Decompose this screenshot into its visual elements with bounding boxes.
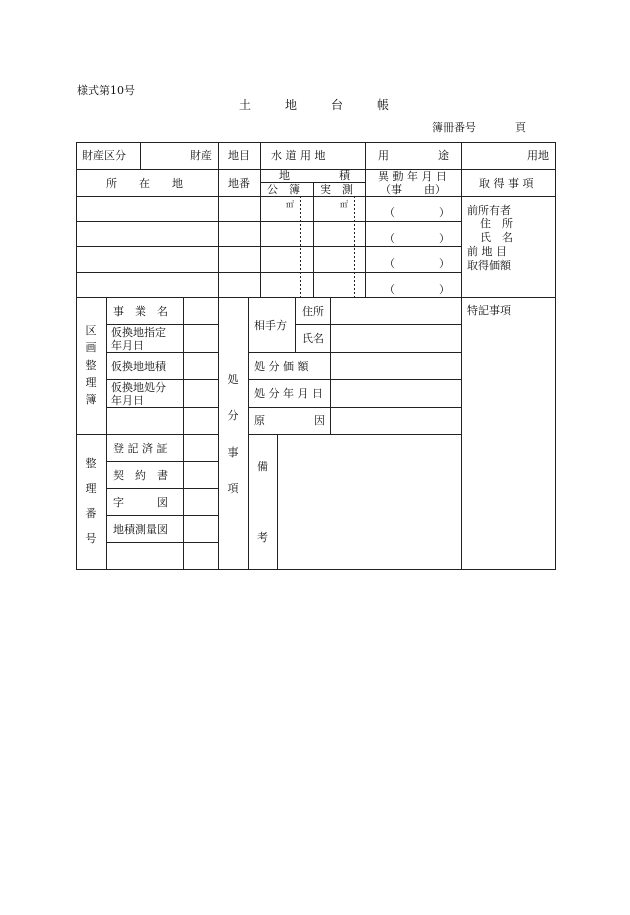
temp-disposal-date-label: 年月日	[111, 394, 144, 407]
title-char-1: 土	[239, 98, 252, 112]
disposal-price-label: 処 分 価 額	[254, 360, 309, 373]
disposal-date-label: 処 分 年 月 日	[254, 387, 323, 400]
form-number: 様式第10号	[77, 84, 135, 97]
disposal-vertical-label: 処 分 事 項	[227, 373, 239, 495]
paren-row-2: （ ）	[384, 232, 450, 245]
readjustment-vertical-label: 区 画 整 理 簿	[85, 324, 97, 406]
remarks-char-1: 備	[257, 460, 268, 473]
paren-row-3: （ ）	[384, 257, 450, 270]
counterparty-address-label: 住所	[302, 305, 324, 318]
use-label-2: 途	[438, 149, 449, 162]
title-char-3: 台	[331, 98, 344, 112]
title-char-2: 地	[285, 98, 298, 112]
area-label-2: 積	[339, 169, 350, 182]
remarks-char-2: 考	[257, 531, 268, 544]
registration-vertical-label: 整 理 番 号	[85, 457, 97, 545]
survey-label: 実 測	[320, 183, 353, 196]
temp-area-label: 仮換地地積	[111, 360, 166, 373]
unit-registry: ㎡	[286, 200, 294, 209]
change-reason-label: （事 由）	[380, 183, 446, 196]
temp-designation-label: 仮換地指定	[111, 326, 166, 339]
cause-label-1: 原	[254, 414, 265, 427]
acq-previous-category: 前 地 目	[467, 245, 507, 258]
counterparty-label: 相手方	[254, 319, 287, 332]
temp-designation-date-label: 年月日	[111, 339, 144, 352]
counterparty-name-label: 氏名	[302, 332, 324, 345]
registration-cert-label: 登 記 済 証	[113, 442, 168, 455]
location-label: 所 在 地	[106, 177, 183, 190]
cause-label-2: 因	[314, 414, 325, 427]
acq-address: 住 所	[480, 217, 513, 230]
acq-previous-owner: 前所有者	[467, 204, 511, 217]
unit-survey: ㎡	[340, 200, 348, 209]
project-name-label: 事 業 名	[113, 305, 168, 318]
property-class-label: 財産区分	[82, 149, 126, 162]
lot-number-label: 地番	[228, 177, 250, 190]
page-label: 頁	[515, 121, 526, 134]
title-char-4: 帳	[377, 98, 390, 112]
property-value: 財産	[190, 149, 212, 162]
use-label: 用	[378, 149, 389, 162]
cadastral-map-label: 字 図	[113, 496, 168, 509]
use-value: 用地	[527, 149, 549, 162]
registry-label: 公 簿	[267, 183, 300, 196]
special-notes-label: 特記事項	[467, 304, 511, 317]
land-category-value: 水 道 用 地	[271, 149, 326, 162]
survey-map-label: 地積測量図	[113, 523, 168, 536]
contract-label: 契 約 書	[113, 469, 168, 482]
temp-disposal-label: 仮換地処分	[111, 381, 166, 394]
acq-name: 氏 名	[480, 231, 513, 244]
area-label-1: 地	[279, 169, 290, 182]
paren-row-1: （ ）	[384, 206, 450, 219]
paren-row-4: （ ）	[384, 283, 450, 296]
ledger-number-label: 簿冊番号	[432, 121, 476, 134]
acquisition-label: 取 得 事 項	[479, 177, 534, 190]
acq-price: 取得価額	[467, 259, 511, 272]
change-date-label: 異 動 年 月 日	[378, 170, 447, 183]
land-category-label: 地目	[228, 149, 250, 162]
